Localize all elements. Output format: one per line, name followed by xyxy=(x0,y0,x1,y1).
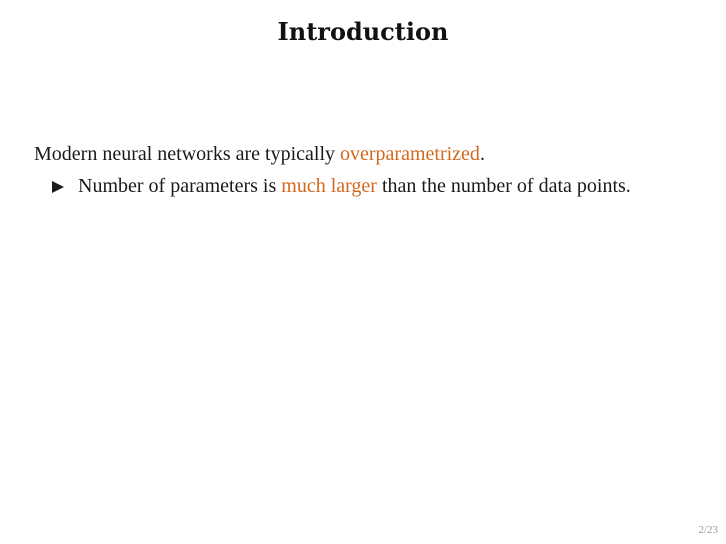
triangle-bullet-icon xyxy=(52,181,64,193)
slide-title: Introduction xyxy=(277,17,449,46)
bullet-text-before: Number of parameters is xyxy=(78,175,282,197)
lead-text-after: . xyxy=(479,143,485,165)
lead-highlight: overparametrized xyxy=(340,143,480,165)
page-number: 2/23 xyxy=(698,524,718,536)
bullet-text-after: than the number of data points. xyxy=(376,175,631,197)
slide-content xyxy=(34,140,684,200)
lead-text-before: Modern neural networks are typically xyxy=(34,143,341,165)
bullet-highlight: much larger xyxy=(281,175,377,197)
bullet-item xyxy=(34,172,678,200)
bullet-list xyxy=(34,172,684,200)
lead-paragraph xyxy=(34,140,684,168)
